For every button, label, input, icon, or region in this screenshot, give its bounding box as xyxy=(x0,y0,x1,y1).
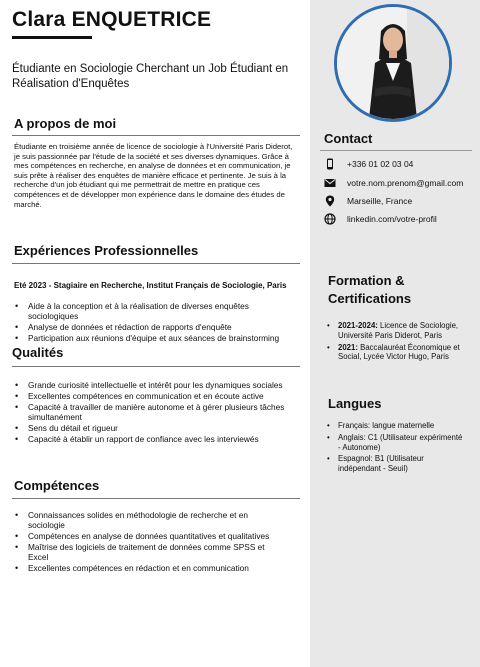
globe-icon xyxy=(324,213,336,225)
list-item: • Excellentes compétences en communication et en écoute active xyxy=(12,391,288,401)
list-item: • Excellentes compétences en rédaction et en communication xyxy=(12,563,274,573)
headline: Étudiante en Sociologie Cherchant un Job Étudiant en Réalisation d'Enquêtes xyxy=(12,63,289,90)
list-item: • Anglais: C1 (Utilisateur expérimenté - Autonome) xyxy=(326,433,464,453)
education-year: 2021-2024: xyxy=(338,321,378,330)
contact-location xyxy=(324,195,412,207)
education-list xyxy=(326,321,468,364)
list-item: • Français: langue maternelle xyxy=(326,421,464,431)
skills-list xyxy=(12,510,274,574)
education-text: Baccalauréat Économique et Social, Lycée Victor Hugo, Paris xyxy=(338,342,460,362)
list-item: • Maîtrise des logiciels de traitement de données comme SPSS et Excel xyxy=(12,542,274,562)
experience-list xyxy=(12,301,300,344)
about-divider xyxy=(12,135,300,136)
languages-list xyxy=(326,421,464,476)
name-underline xyxy=(12,36,92,39)
skills-title: Compétences xyxy=(14,478,100,493)
contact-linkedin xyxy=(324,213,437,225)
candidate-name: Clara ENQUETRICE xyxy=(12,8,212,31)
list-item: • Analyse de données et rédaction de rapports d'enquête xyxy=(12,322,300,332)
list-item: • Compétences en analyse de données quantitatives et qualitatives xyxy=(12,531,274,541)
profile-photo-illustration xyxy=(337,7,449,119)
profile-photo xyxy=(334,4,452,122)
about-text: Étudiante en troisième année de licence de sociologie à l'Université Paris Diderot, je suis passionnée par l'étude de la société et ses diverses dynamiques. Grâce à mes compétences en recherche, en analyse de données et en communication, je suis prête à réaliser des enquêtes de manière efficace et pertinente. Je suis à la recherche d'un job étudiant qui me permettrait de mettre en pratique ces compétences et de développer mon expérience dans le domaine des études de marché. xyxy=(14,142,293,209)
email-icon xyxy=(324,177,336,189)
contact-title: Contact xyxy=(324,131,373,146)
contact-linkedin-text[interactable]: linkedin.com/votre-profil xyxy=(347,214,437,224)
list-item: • Aide à la conception et à la réalisation de diverses enquêtes sociologiques xyxy=(12,301,300,321)
about-title: A propos de moi xyxy=(14,116,117,131)
experience-divider xyxy=(12,263,300,264)
qualities-divider xyxy=(12,366,300,367)
list-item: • Participation aux réunions d'équipe et aux séances de brainstorming xyxy=(12,333,300,343)
experience-title: Expériences Professionnelles xyxy=(14,243,199,258)
list-item: • Capacité à travailler de manière autonome et à gérer plusieurs tâches simultanément xyxy=(12,402,288,422)
education-text: Licence de Sociologie, Université Paris Diderot, Paris xyxy=(338,321,459,340)
list-item: • Connaissances solides en méthodologie de recherche et en sociologie xyxy=(12,510,274,530)
list-item: • Capacité à établir un rapport de confiance avec les interviewés xyxy=(12,434,288,444)
contact-divider xyxy=(320,150,472,151)
contact-email xyxy=(324,177,463,189)
qualities-title: Qualités xyxy=(12,345,64,360)
education-title: Formation & Certifications xyxy=(328,273,412,306)
phone-icon xyxy=(324,158,336,170)
list-item xyxy=(326,321,468,341)
list-item: • Sens du détail et rigueur xyxy=(12,423,288,433)
qualities-list xyxy=(12,380,288,445)
contact-phone-text: +336 01 02 03 04 xyxy=(347,159,414,169)
list-item: • Espagnol: B1 (Utilisateur indépendant - Seuil) xyxy=(326,454,464,474)
contact-phone xyxy=(324,158,413,170)
contact-location-text: Marseille, France xyxy=(347,196,413,206)
skills-divider xyxy=(12,498,300,499)
contact-email-text[interactable]: votre.nom.prenom@gmail.com xyxy=(347,178,464,188)
list-item xyxy=(326,343,468,363)
education-year: 2021: xyxy=(338,342,358,352)
languages-title: Langues xyxy=(328,396,382,411)
experience-job-title: Eté 2023 - Stagiaire en Recherche, Institut Français de Sociologie, Paris xyxy=(14,281,287,290)
list-item: • Grande curiosité intellectuelle et intérêt pour les dynamiques sociales xyxy=(12,380,288,390)
location-pin-icon xyxy=(324,195,336,207)
